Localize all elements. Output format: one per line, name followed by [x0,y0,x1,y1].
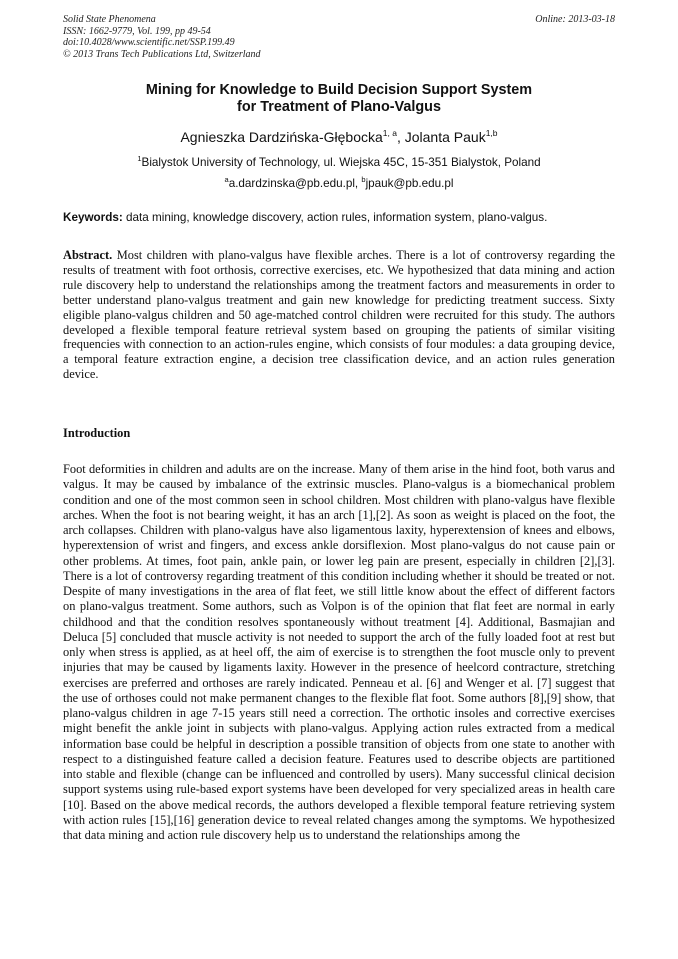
abstract-label: Abstract. [63,248,113,262]
email-a-mark: a [224,175,229,184]
affiliation-text: Bialystok University of Technology, ul. Wiejska 45C, 15-351 Bialystok, Poland [141,156,541,169]
introduction-body: Foot deformities in children and adults are on the increase. Many of them arise in the hind foot, both varus and valgus. It may be caused by imbalance of the extrinsic muscles. Plano-valgus is a biomechanical problem condition and one of the most common seen in school children. Most children with plano-valgus have flexible arches. When the foot is not bearing weight, it has an arch [1],[2]. As soon as weight is placed on the foot, the arch collapses. Children with plano-valgus have also ligamentous laxity, hyperextension of knees and elbows, hyperextension of wrist and fingers, and excess ankle dorsiflexion. Most plano-valgus do not cause pain or other problems. At times, foot pain, ankle pain, or lower leg pain are present, especially in children [2],[3]. There is a lot of controversy regarding treatment of this condition including whether it should be treated or not. Despite of many investigations in the area of flat feet, we still little know about the effect of different factors on plano-valgus treatment. Some authors, such as Volpon is of the opinion that flat feet are normal in early childhood and that the condition resolves spontaneously without treatment [4]. Additional, Basmajian and Deluca [5] concluded that muscle activity is not needed to support the arch of the fully loaded foot at rest but only when stress is applied, as at heel off, the aim of exercise is to strengthen the foot muscle only to prevent injuries that may be caused by ligaments laxity. However in the presence of heelcord contracture, stretching exercises are preferred and orthoses are rarely indicated. Penneau et al. [6] and Wenger et al. [7] suggest that the use of orthoses could not make permanent changes to the flexible flat foot. Some authors [8],[9] show, that plano-valgus children in age 7-15 years still need a correction. The orthotic insoles and corrective exercises might benefit the ankle joint in subjects with plano-valgus. Applying action rules extracted from a medical information base could be helpful in description a possible transition of objects from one state to another with respect to a distinguished feature called a decision feature. Features used to describe objects are partitioned into stable and flexible (change can be influenced and controlled by users). Many successful clinical decision support systems using rule-based export systems have been developed for very specialized areas in health care [10]. Based on the above medical records, the authors developed a flexible temporal feature retrieving system with action rules [15],[16] generation device to reveal related changes among the symptoms. We hypothesized that data mining and action rule discovery help us to understand the relationships among the [63,462,615,842]
online-date: Online: 2013-03-18 [535,14,615,25]
keywords [63,211,615,225]
author-list [63,128,615,146]
introduction-heading: Introduction [63,426,131,440]
email-line [63,177,615,191]
paper-title [63,82,615,116]
issn-line: ISSN: 1662-9779, Vol. 199, pp 49-54 [63,25,211,37]
doi-line: doi:10.4028/www.scientific.net/SSP.199.49 [63,37,235,48]
journal-name: Solid State Phenomena [63,14,156,25]
abstract-text: Most children with plano-valgus have flexible arches. There is a lot of controversy regarding the results of treatment with foot orthosis, corrective exercises, etc. We hypothesized that data mining and action rule discovery help to understand the relationships among the treatment factors and measurements in order to better understand plano-valgus treatment and gain new knowledge for predicting treatment success. Sixty eligible plano-valgus children and 50 age-matched control children were recruited for this study. The authors developed a flexible temporal feature retrieval system based on grouping the patients of similar visiting frequencies with connection to an action-rules engine, which consists of four modules: a data grouping device, a temporal feature extraction engine, a decision tree classification device, and an action rules generation device. [63,248,615,382]
author-1-affiliation-mark: 1, a [382,128,397,138]
author-2-affiliation-mark: 1,b [485,128,498,138]
affiliation-mark: 1 [137,154,142,163]
affiliation [63,156,615,170]
title-line-1: Mining for Knowledge to Build Decision Support System [145,82,533,98]
journal-header [63,14,261,60]
email-a: a.dardzinska@pb.edu.pl, [228,177,362,190]
email-b: jpauk@pb.edu.pl [365,177,454,190]
author-2: Jolanta Pauk [404,129,486,145]
title-line-2: for Treatment of Plano-Valgus [237,99,441,115]
copyright-line: © 2013 Trans Tech Publications Ltd, Switzerland [63,48,261,60]
keywords-text: data mining, knowledge discovery, action rules, information system, plano-valgus. [122,211,548,224]
abstract [63,248,615,382]
author-separator: , [396,129,405,145]
keywords-label: Keywords: [63,211,123,224]
email-b-mark: b [361,175,366,184]
author-1: Agnieszka Dardzińska-Głębocka [180,129,383,145]
